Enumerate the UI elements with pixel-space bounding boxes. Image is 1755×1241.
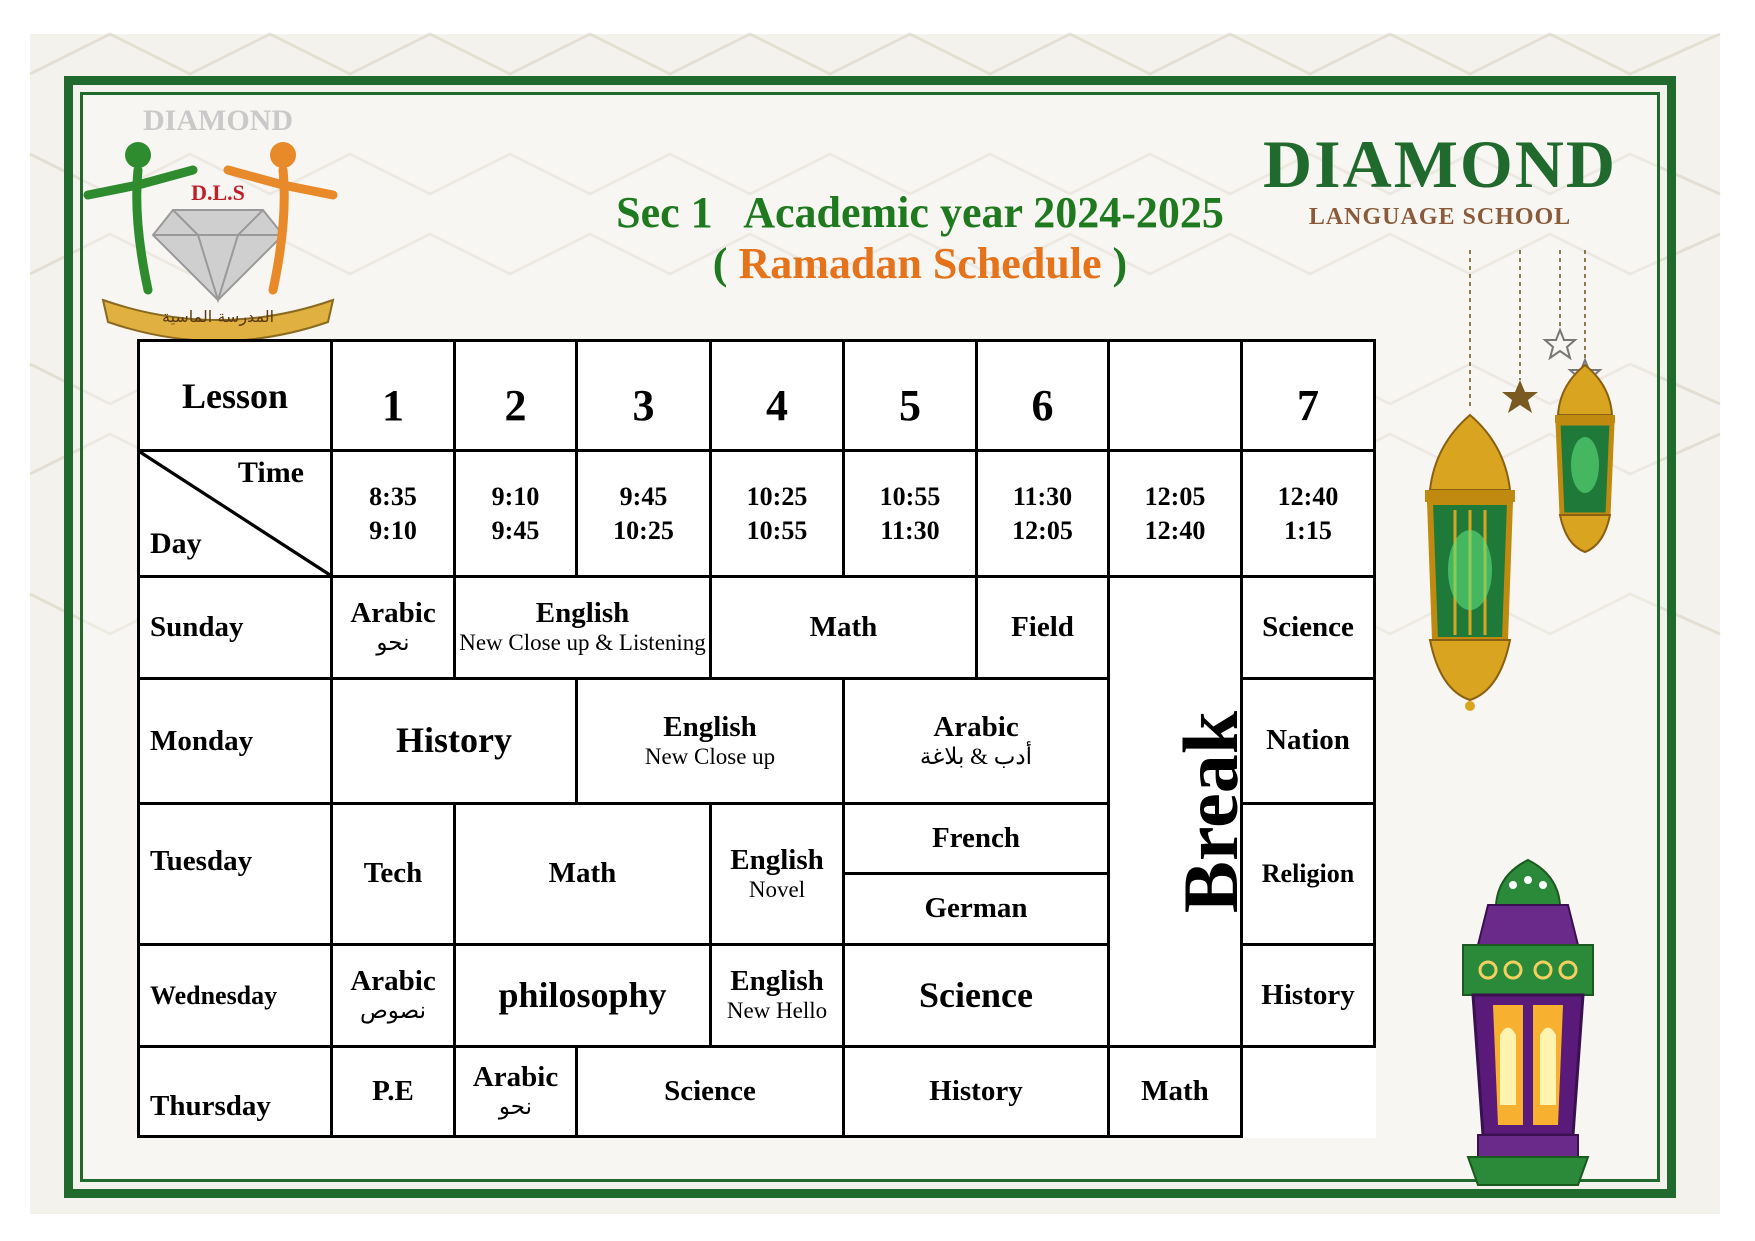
subject-cell: History xyxy=(1242,945,1375,1047)
subject-cell: P.E xyxy=(332,1047,455,1137)
time-slot: 9:10 9:45 xyxy=(455,451,577,577)
time-slot: 11:30 12:05 xyxy=(977,451,1109,577)
title-line-1: Sec 1 Academic year 2024-2025 xyxy=(616,188,1224,237)
lesson-number: 3 xyxy=(577,341,711,451)
subject-cell: Religion xyxy=(1242,804,1375,945)
time-slot: 8:35 9:10 xyxy=(332,451,455,577)
hanging-lanterns-decoration xyxy=(1400,250,1660,710)
title-highlight: Ramadan Schedule xyxy=(738,238,1102,288)
lesson-number: 5 xyxy=(844,341,977,451)
day-row-sunday xyxy=(139,577,1375,679)
title-line-2 xyxy=(520,239,1320,290)
schedule-table xyxy=(137,339,1376,1138)
subject-cell: Arabic نصوص xyxy=(332,945,455,1047)
lesson-label: Lesson xyxy=(139,341,332,451)
schedule-title xyxy=(520,188,1320,289)
time-slot: 10:55 11:30 xyxy=(844,451,977,577)
subject-cell: Science xyxy=(844,945,1109,1047)
subject-cell: Arabic نحو xyxy=(455,1047,577,1137)
subject-cell: Nation xyxy=(1242,679,1375,804)
day-row-thursday xyxy=(139,1047,1375,1137)
subject-cell: History xyxy=(844,1047,1109,1137)
time-label: Time xyxy=(237,456,304,489)
day-name: Sunday xyxy=(139,577,332,679)
time-slot: 10:25 10:55 xyxy=(711,451,844,577)
fanous-lantern-decoration xyxy=(1428,855,1628,1195)
lesson-number: 1 xyxy=(332,341,455,451)
title-close-paren: ) xyxy=(1101,238,1128,288)
subject-cell: History xyxy=(332,679,577,804)
subject-cell: English Novel xyxy=(711,804,844,945)
school-logo xyxy=(78,100,358,330)
break-column xyxy=(1109,577,1255,1047)
lesson-number: 6 xyxy=(977,341,1109,451)
subject-cell: English New Hello xyxy=(711,945,844,1047)
subject-cell: Math xyxy=(1109,1047,1242,1137)
subject-cell: Field xyxy=(977,577,1109,679)
subject-cell: Science xyxy=(1242,577,1375,679)
day-name: Tuesday xyxy=(139,804,332,945)
lesson-header-row xyxy=(139,341,1375,451)
lesson-number: 2 xyxy=(455,341,577,451)
title-open-paren: ( xyxy=(712,238,739,288)
subject-cell: German xyxy=(844,874,1109,945)
lesson-number: 7 xyxy=(1242,341,1375,451)
subject-cell: English New Close up & Listening xyxy=(455,577,711,679)
subject-cell: Arabic نحو xyxy=(332,577,455,679)
subject-cell: Science xyxy=(577,1047,844,1137)
subject-cell: Math xyxy=(455,804,711,945)
subject-cell: French xyxy=(844,804,1109,874)
break-label: Break xyxy=(1167,710,1255,913)
day-name: Monday xyxy=(139,679,332,804)
day-name: Wednesday xyxy=(139,945,332,1047)
day-name: Thursday xyxy=(139,1047,332,1137)
logo-ribbon-text: المدرسة الماسية xyxy=(161,307,275,326)
subject-cell: Math xyxy=(711,577,977,679)
subject-cell: philosophy xyxy=(455,945,711,1047)
logo-arc-text: DIAMOND xyxy=(143,104,293,137)
brand-subtitle: LANGUAGE SCHOOL xyxy=(1308,204,1572,230)
lesson-number: 4 xyxy=(711,341,844,451)
time-slot: 12:40 1:15 xyxy=(1242,451,1375,577)
day-label: Day xyxy=(150,527,202,560)
brand-name: DIAMOND xyxy=(1263,126,1617,202)
subject-cell: Arabic أدب & بلاغة xyxy=(844,679,1109,804)
lesson-number-break xyxy=(1109,341,1242,451)
subject-cell: Tech xyxy=(332,804,455,945)
time-slot-break: 12:05 12:40 xyxy=(1109,451,1242,577)
time-header-row xyxy=(139,451,1375,577)
subject-cell: English New Close up xyxy=(577,679,844,804)
time-day-corner xyxy=(139,451,332,577)
time-slot: 9:45 10:25 xyxy=(577,451,711,577)
logo-initials: D.L.S xyxy=(191,180,245,205)
